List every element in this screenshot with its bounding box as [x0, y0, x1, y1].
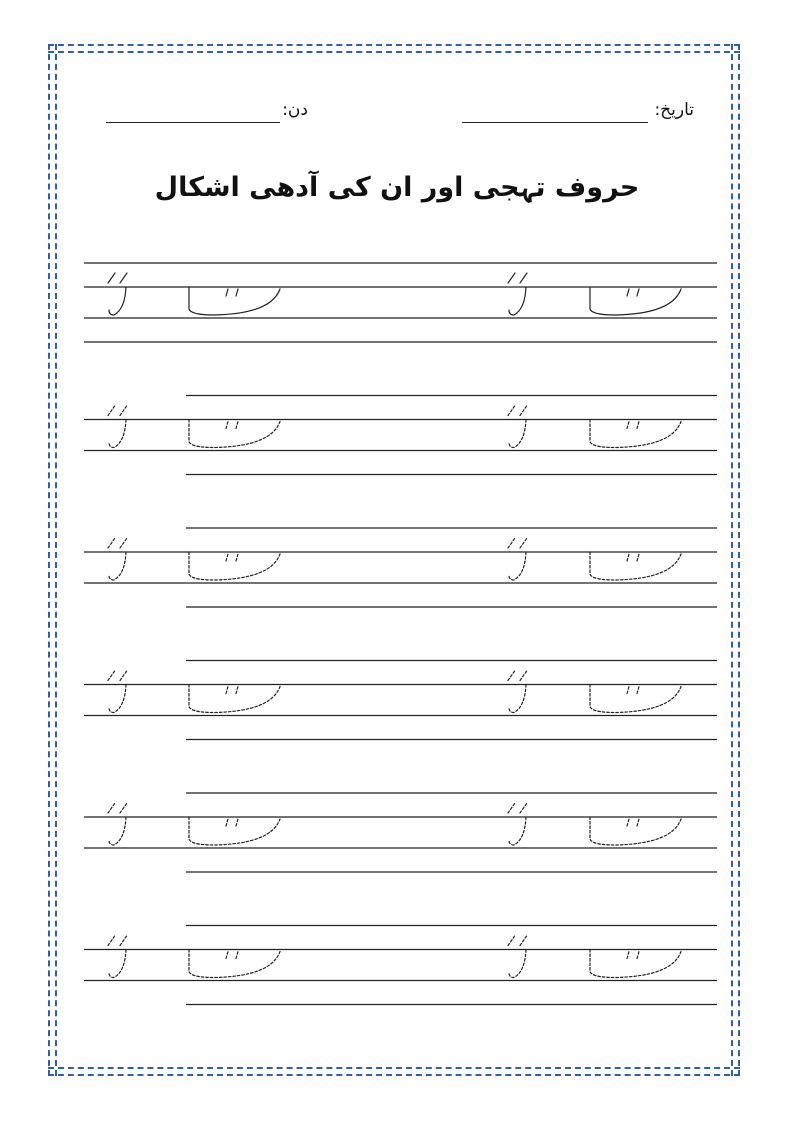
letter-half-form-7 [508, 406, 527, 448]
letter-half-form-3 [508, 273, 527, 315]
letter-full-form-8 [590, 420, 681, 448]
letter-full-form-4 [590, 287, 681, 315]
letter-half-form-13 [108, 671, 127, 713]
letter-half-form-19 [508, 803, 527, 845]
letter-half-form-5 [108, 406, 127, 448]
letter-full-form-2 [189, 287, 280, 315]
letter-full-form-22 [189, 950, 280, 978]
letter-full-form-14 [189, 685, 280, 713]
letter-half-form-23 [508, 936, 527, 978]
letter-half-form-17 [108, 803, 127, 845]
letter-full-form-12 [590, 552, 681, 580]
letter-half-form-1 [108, 273, 127, 315]
worksheet-title: حروف تہجی اور ان کی آدھی اشکال [154, 172, 640, 203]
letter-full-form-20 [590, 817, 681, 845]
day-label: دن: [282, 100, 308, 120]
letter-full-form-24 [590, 950, 681, 978]
letter-full-form-10 [189, 552, 280, 580]
letter-full-form-16 [590, 685, 681, 713]
letter-half-form-15 [508, 671, 527, 713]
letter-full-form-18 [189, 817, 280, 845]
letter-half-form-21 [108, 936, 127, 978]
letter-full-form-6 [189, 420, 280, 448]
letter-half-form-9 [108, 538, 127, 580]
letter-half-form-11 [508, 538, 527, 580]
date-label: تاریخ: [654, 100, 694, 120]
